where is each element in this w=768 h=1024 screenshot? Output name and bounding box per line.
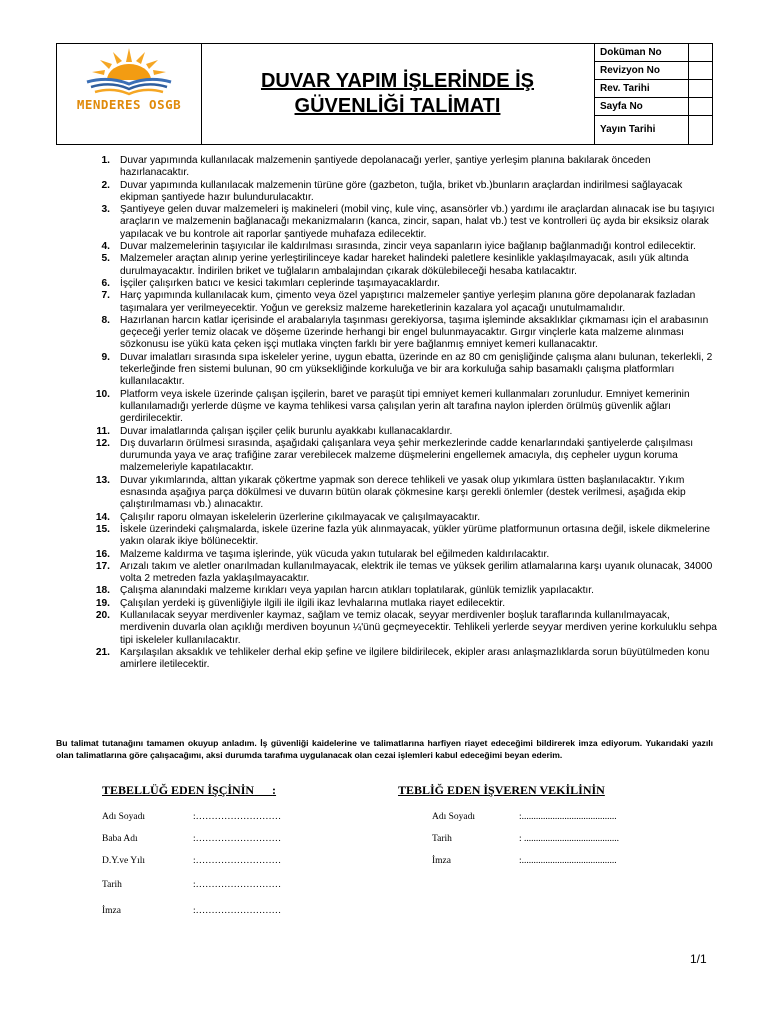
employer-name-field[interactable]: :........................................	[519, 812, 617, 822]
worker-birth-label: D.Y.ve Yılı	[102, 856, 146, 866]
meta-label: Revizyon No	[600, 65, 661, 76]
worker-date-field[interactable]: :………………………	[193, 880, 282, 890]
safety-rules-list	[86, 155, 722, 671]
meta-label: Sayfa No	[600, 101, 643, 112]
worker-father-name-label: Baba Adı	[102, 834, 138, 844]
meta-row-publish-date	[594, 116, 712, 144]
employer-date-label: Tarih	[432, 834, 452, 844]
worker-section-title: TEBELLÜĞ EDEN İŞÇİNİN :	[102, 783, 277, 797]
rule-item: 18. Çalışma alanındaki malzeme kırıkları veya yapılan harcın atıkları toplatılarak, günlük temizlik yapılacaktır.	[95, 585, 594, 597]
meta-label: Yayın Tarihi	[600, 124, 656, 135]
document-meta-table	[594, 44, 712, 144]
meta-row-page-no	[594, 98, 712, 116]
rule-item: 8. Hazırlanan harcın katlar içerisinde el arabalarıyla taşınması gerekiyorsa, taşıma işleminde aksaklıklar çıkmaması için el arabasının geçeceği yerler temiz olacak ve döşeme üzerinde herhangi bir engel bulunmayacaktır. Gırgır vinçlerle kata malzeme alınması sözkonusu ise yükü kata çeken işçi mutlaka vinçten farklı bir yere bağlanmış emniyet kemeri kullanacaktır.	[101, 314, 709, 351]
sun-book-logo-icon	[57, 44, 201, 100]
worker-signature-field[interactable]: :………………………	[193, 906, 282, 916]
rule-item: 5. Malzemeler araçtan alınıp yerine yerleştirilinceye kadar hareket halindeki paletlere kesinlikle yaklaşılmayacak, asılı yük altında durulmayacaktır. İndirilen briket ve tuğlaların ambalajından çıkarak dökülebileceği hesaba katılacaktır.	[101, 253, 689, 277]
rule-item: 20. Kullanılacak seyyar merdivenler kaymaz, sağlam ve temiz olacak, seyyar merdivenler boşluk taraflarında kullanılmayacak, merdivenin duvarla olan açıklığı merdiven boyunun ¼'ünü geçmeyecektir. Tehlikeli yerlerde seyyar merdiven yerine korkuluklu sehpa tipi iskeleler kullanılacaktır.	[95, 609, 717, 646]
rule-item: 7. Harç yapımında kullanılacak kum, çimento veya özel yapıştırıcı malzemeler şantiye yerleşim planına göre depolanarak fazladan taşımalara yer verilmeyecektir. Yoğun ve gereksiz malzeme hareketlerinin kazalara yol açacağı unutulmamalıdır.	[101, 290, 696, 314]
document-title-line1: DUVAR YAPIM İŞLERİNDE İŞ	[260, 70, 535, 92]
employer-date-field[interactable]: : ........................................	[519, 834, 620, 844]
rule-item: 6. İşçiler çalışırken batıcı ve kesici takımları ceplerinde taşımayacaklardır.	[101, 277, 440, 289]
meta-label: Doküman No	[600, 47, 662, 58]
meta-label: Rev. Tarihi	[600, 83, 650, 94]
declaration-text: Bu talimat tutanağını tamamen okuyup anladım. İş güvenliği kaidelerine ve talimatlarına harfiyen riayet edeceğimi bildirerek imza ediyorum. Yukarıdaki yazılı olan talimatlarına göre çalışacağımı, aksi durumda tarafıma uygulanacak olan cezai işlemleri kabul edeceğimi beyan ederim.	[56, 738, 713, 760]
logo-brand-text: MENDERES OSGB	[76, 97, 182, 112]
rule-item: 4. Duvar malzemelerinin taşıyıcılar ile kaldırılması sırasında, zincir veya sapanların iyice bağlanıp bağlanmadığı kontrol edilecektir.	[101, 241, 696, 253]
worker-date-label: Tarih	[102, 880, 122, 890]
document-title-line2: GÜVENLİĞİ TALİMATI	[294, 95, 501, 117]
meta-divider	[688, 80, 689, 97]
rule-item: 3. Şantiyeye gelen duvar malzemeleri iş makineleri (mobil vinç, kule vinç, asansörler vb.) yardımı ile araçlardan alınacak ise bu taşıyıcı araçların ve malzemenin bağlanacağı mekanizmaların (kanca, zincir, sapan, halat vb.) test ve kontrolleri üç ayda bir eksiksiz olarak yapılacak ve bu kontrole ait raporlar şantiyede muhafaza edilecektir.	[101, 204, 715, 240]
worker-signature-label: İmza	[102, 906, 121, 916]
rule-item: 11. Duvar imalatlarında çalışan işçiler çelik burunlu ayakkabı kullanacaklardır.	[96, 425, 453, 437]
meta-divider	[688, 116, 689, 144]
rule-item: 16. Malzeme kaldırma ve taşıma işlerinde, yük vücuda yakın tutularak bel eğilmeden kaldırılacaktır.	[95, 548, 550, 560]
employer-name-label: Adı Soyadı	[432, 812, 476, 822]
rule-item: 14. Çalışılır raporu olmayan iskelelerin üzerlerine çıkılmayacak ve çalışılmayacaktır.	[95, 511, 481, 523]
worker-birth-field[interactable]: :………………………	[193, 856, 282, 866]
rule-item: 1. Duvar yapımında kullanılacak malzemenin şantiyede depolanacağı yerler, şantiye yerleşim planına bakılarak önceden hazırlanacaktır.	[101, 155, 651, 179]
meta-divider	[688, 44, 689, 61]
meta-row-revision-no	[594, 62, 712, 80]
rule-item: 13. Duvar yıkımlarında, alttan yıkarak çökertme yapmak son derece tehlikeli ve yasak olup yıkımlara üstten başlanılacaktır. Yıkım esnasında aşağıya parça dökülmesi ve duvarın bütün olarak çökmesine karşı gerekli önlemler (destek verilmesi, aşağıda ekip çalıştırılmaması vb.) alınacaktır.	[95, 474, 686, 511]
employer-section-title: TEBLİĞ EDEN İŞVEREN VEKİLİNİN	[398, 783, 605, 797]
page-number: 1/1	[690, 952, 707, 966]
rule-item: 15. İskele üzerindeki çalışmalarda, iskele üzerine fazla yük alınmayacak, yükler yürüme platformunun ortasına değil, iskele dikmelerine yakın olarak ikiye bölünecektir.	[95, 523, 711, 548]
rule-item: 21. Karşılaşılan aksaklık ve tehlikeler derhal ekip şefine ve ilgilere bildirilecek, ekipler arası anlaşmazlıklarda sorun büyütülmeden konu amirlere iletilecektir.	[95, 646, 710, 671]
meta-row-rev-date	[594, 80, 712, 98]
meta-divider	[688, 98, 689, 115]
worker-name-label: Adı Soyadı	[102, 812, 146, 822]
rule-item: 9. Duvar imalatları sırasında sıpa iskeleler yerine, uygun ebatta, üzerinde en az 80 cm genişliğinde çalışma alanı bulunan, tekerlekli, 2 tekerleğinde fren sistemi bulunan, 90 cm yüksekliğinde korkuluğa ve bir ara korkuluğa sahip basamaklı çalışma platformları kullanılacaktır.	[101, 351, 713, 388]
employer-signature-field[interactable]: :........................................	[519, 856, 617, 866]
rule-item: 10. Platform veya iskele üzerinde çalışan işçilerin, baret ve paraşüt tipi emniyet kemeri kullanmaları zorunludur. Emniyet kemerinin kullanılamadığı yerlerde düşme ve kayma tehlikesi varsa çalışılan yerin alt tarafına naylon iplerden örülmüş güvenlik ağları gerdirilecektir.	[95, 388, 690, 425]
document-header	[56, 43, 713, 145]
worker-name-field[interactable]: :………………………	[193, 812, 282, 822]
worker-father-name-field[interactable]: :………………………	[193, 834, 282, 844]
meta-row-doc-no	[594, 44, 712, 62]
title-cell	[201, 44, 595, 144]
rule-item: 12. Dış duvarların örülmesi sırasında, aşağıdaki çalışanlara veya şehir merkezlerinde cadde kenarlarındaki şantiyelerde çalışılması durumunda yaya ve araç trafiğine zarar verebilecek malzeme düşmelerini engellemek amacıyla, dış cepheler uygun koruma malzemeleriyle kapatılacaktır.	[95, 437, 694, 474]
rule-item: 17. Arızalı takım ve aletler onarılmadan kullanılmayacak, elektrik ile temas ve yüksek gerilim atlamalarına karşı uyanık olunacak, 34000 volta 2 metreden fazla yaklaşılmayacaktır.	[95, 560, 713, 585]
rule-item: 2. Duvar yapımında kullanılacak malzemenin türüne göre (gazbeton, tuğla, briket vb.)bunların araçlardan indirilmesi sağlayacak ekipman şantiyede hazır bulundurulacaktır.	[101, 179, 683, 203]
meta-divider	[688, 62, 689, 79]
logo-cell	[57, 44, 202, 144]
rule-item: 19. Çalışılan yerdeki iş güvenliğiyle ilgili ile ilgili ikaz levhalarına mutlaka riayet edilecektir.	[95, 597, 506, 609]
employer-signature-label: İmza	[432, 856, 451, 866]
